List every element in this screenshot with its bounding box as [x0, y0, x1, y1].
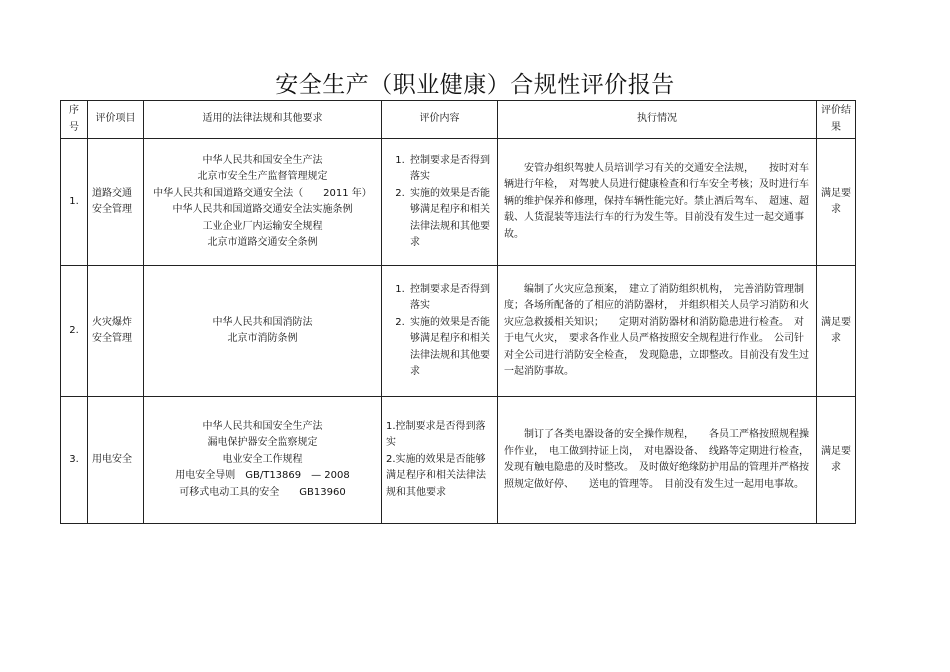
law-item: 工业企业厂内运输安全规程 — [202, 220, 323, 232]
header-laws: 适用的法律法规和其他要求 — [144, 101, 382, 139]
law-item: 中华人民共和国道路交通安全法实施条例 — [172, 204, 353, 215]
row-laws — [144, 139, 382, 266]
row-execution: 安管办组织驾驶人员培训学习有关的交通安全法规， 按时对车辆进行年检， 对驾驶人员进行健康检查和行车安全考核；及时进行车辆的维护保养和修理，保持车辆性能完好。禁止酒后驾车、 超速、超载、人货混装等违法行车的行为发生等。目前没有发生过一起交通事故。 — [498, 139, 817, 266]
row-content — [382, 139, 498, 266]
table-header-row — [61, 101, 856, 139]
content-item: 2. 实施的效果是否能够满足程序和相关法律法规和其他要求 — [408, 315, 493, 381]
content-item: 2.实施的效果是否能够满足程序和相关法律法规和其他要求 — [386, 453, 486, 498]
law-item: 北京市消防条例 — [227, 333, 298, 344]
row-no: 1. — [61, 139, 88, 266]
law-item: 中华人民共和国安全生产法 — [202, 154, 323, 166]
row-result: 满足要求 — [817, 397, 856, 524]
law-item: 中华人民共和国消防法 — [212, 316, 313, 328]
evaluation-table — [60, 100, 856, 524]
row-laws — [144, 266, 382, 397]
law-item: 中华人民共和国安全生产法 — [202, 420, 323, 432]
content-item: 1.控制要求是否得到落实 — [386, 420, 486, 449]
row-result: 满足要求 — [817, 266, 856, 397]
row-no: 3. — [61, 397, 88, 524]
header-item: 评价项目 — [88, 101, 144, 139]
law-item: 电业安全工作规程 — [222, 453, 303, 465]
header-no: 序号 — [61, 101, 88, 139]
content-item: 1. 控制要求是否得到落实 — [408, 153, 493, 186]
law-item: 北京市安全生产监督管理规定 — [197, 171, 328, 182]
row-execution: 制订了各类电器设备的安全操作规程， 各员工严格按照规程操作作业， 电工做到持证上岗， 对电器设备、 线路等定期进行检查， 发现有触电隐患的及时整改。 及时做好绝缘防护用品的管理并严格按照规定做好停、 送电的管理等。 目前没有发生过一起用电事故。 — [498, 397, 817, 524]
header-content: 评价内容 — [382, 101, 498, 139]
row-content — [382, 266, 498, 397]
content-item: 2. 实施的效果是否能够满足程序和相关法律法规和其他要求 — [408, 186, 493, 252]
law-item: 可移式电动工具的安全 GB13960 — [179, 486, 346, 498]
table-row — [61, 139, 856, 266]
page-title: 安全生产（职业健康）合规性评价报告 — [275, 72, 675, 98]
row-execution: 编制了火灾应急预案， 建立了消防组织机构， 完善消防管理制度；各场所配备的了相应的消防器材， 并组织相关人员学习消防和火灾应急救援相关知识； 定期对消防器材和消防隐患进行检查。 对于电气火灾， 要求各作业人员严格按照安全规程进行作业。 公司针对全公司进行消防安全检查， 发现隐患，立即整改。目前没有发生过一起消防事故。 — [498, 266, 817, 397]
row-item: 火灾爆炸安全管理 — [88, 266, 144, 397]
header-result: 评价结果 — [817, 101, 856, 139]
table-row — [61, 397, 856, 524]
law-item: 北京市道路交通安全条例 — [207, 237, 318, 248]
row-no: 2. — [61, 266, 88, 397]
law-item: 中华人民共和国道路交通安全法（ 2011 年） — [153, 187, 372, 199]
row-result: 满足要求 — [817, 139, 856, 266]
content-item: 1. 控制要求是否得到落实 — [408, 282, 493, 315]
row-content — [382, 397, 498, 524]
row-laws — [144, 397, 382, 524]
law-item: 用电安全导则 GB/T13869 — 2008 — [175, 470, 350, 482]
table-row — [61, 266, 856, 397]
row-item: 道路交通安全管理 — [88, 139, 144, 266]
header-execution: 执行情况 — [498, 101, 817, 139]
row-item: 用电安全 — [88, 397, 144, 524]
law-item: 漏电保护器安全监察规定 — [207, 437, 318, 449]
